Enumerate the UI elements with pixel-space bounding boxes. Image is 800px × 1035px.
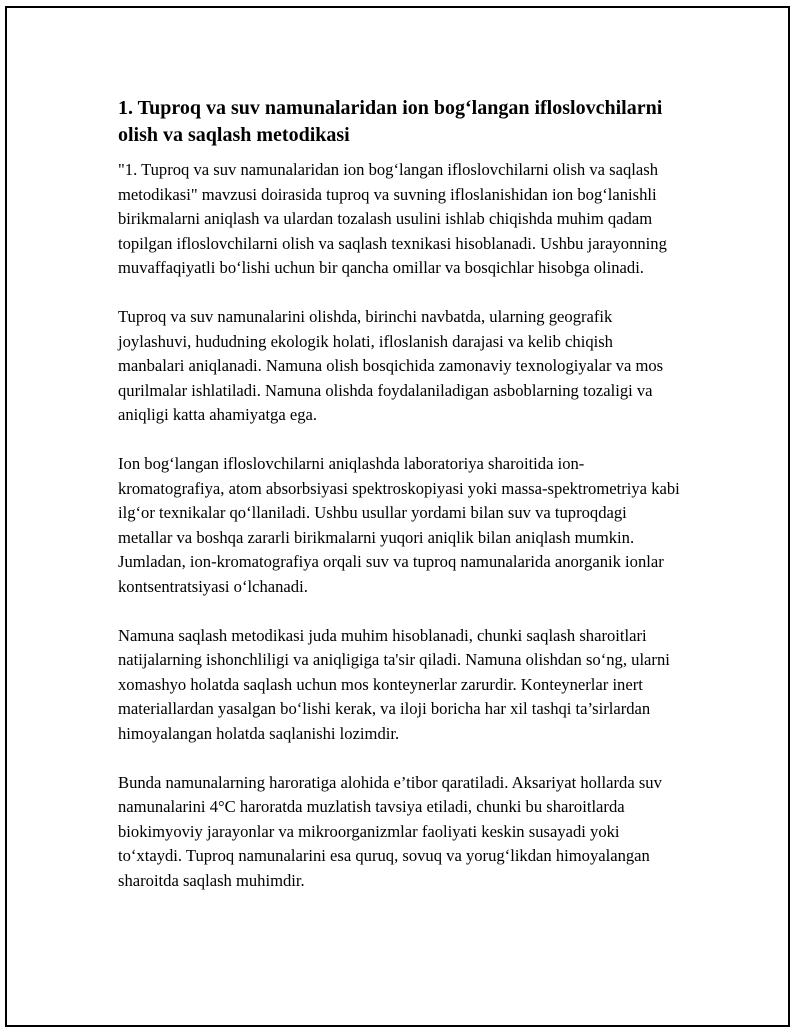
paragraph-4: Namuna saqlash metodikasi juda muhim hisoblanadi, chunki saqlash sharoitlari natijalarning ishonchliligi va aniqligiga ta'sir qiladi. Namuna olishdan so‘ng, ularni xomashyo holatda saqlash uchun mos konteynerlar zarurdir. Konteynerlar inert materiallardan yasalgan bo‘lishi kerak, va iloji boricha har xil tashqi ta’sirlardan himoyalangan holatda saqlanishi lozimdir. (118, 625, 670, 743)
paragraph-3: Ion bog‘langan ifloslovchilarni aniqlashda laboratoriya sharoitida ion-kromatografiya, atom absorbsiyasi spektroskopiyasi yoki massa-spektrometriya kabi ilg‘or texnikalar qo‘llaniladi. Ushbu usullar yordami bilan suv va tuproqdagi metallar va boshqa zararli birikmalarni yuqori aniqlik bilan aniqlash mumkin. Jumladan, ion-kromatografiya orqali suv va tuproq namunalarida anorganik ionlar kontsentratsiyasi o‘lchanadi. (118, 454, 680, 596)
paragraph-5: Bunda namunalarning haroratiga alohida e’tibor qaratiladi. Aksariyat hollarda suv namunalarini 4°C haroratda muzlatish tavsiya etiladi, chunki bu sharoitlarda biokimyoviy jarayonlar va mikroorganizmlar faoliyati keskin susayadi yoki to‘xtaydi. Tuproq namunalarini esa quruq, sovuq va yorug‘likdan himoyalangan sharoitda saqlash muhimdir. (118, 772, 662, 890)
document-body (118, 95, 683, 918)
paragraph-1: "1. Tuproq va suv namunalaridan ion bog‘langan ifloslovchilarni olish va saqlash metodikasi" mavzusi doirasida tuproq va suvning ifloslanishidan ion bog‘lanishli birikmalarni aniqlash va ulardan tozalash usulini ishlab chiqishda muhim qadam topilgan ifloslovchilarni olish va saqlash texnikasi hisoblanadi. Ushbu jarayonning muvaffaqiyatli bo‘lishi uchun bir qancha omillar va bosqichlar hisobga olinadi. (118, 160, 667, 277)
paragraph-2: Tuproq va suv namunalarini olishda, birinchi navbatda, ularning geografik joylashuvi, hududning ekologik holati, ifloslanish darajasi va kelib chiqish manbalari aniqlanadi. Namuna olish bosqichida zamonaviy texnologiyalar va mos qurilmalar ishlatiladi. Namuna olishda foydalaniladigan asboblarning tozaligi va aniqligi katta ahamiyatga ega. (118, 307, 664, 424)
document-title: 1. Tuproq va suv namunalaridan ion bog‘langan ifloslovchilarni olish va saqlash metodikasi (118, 97, 663, 146)
